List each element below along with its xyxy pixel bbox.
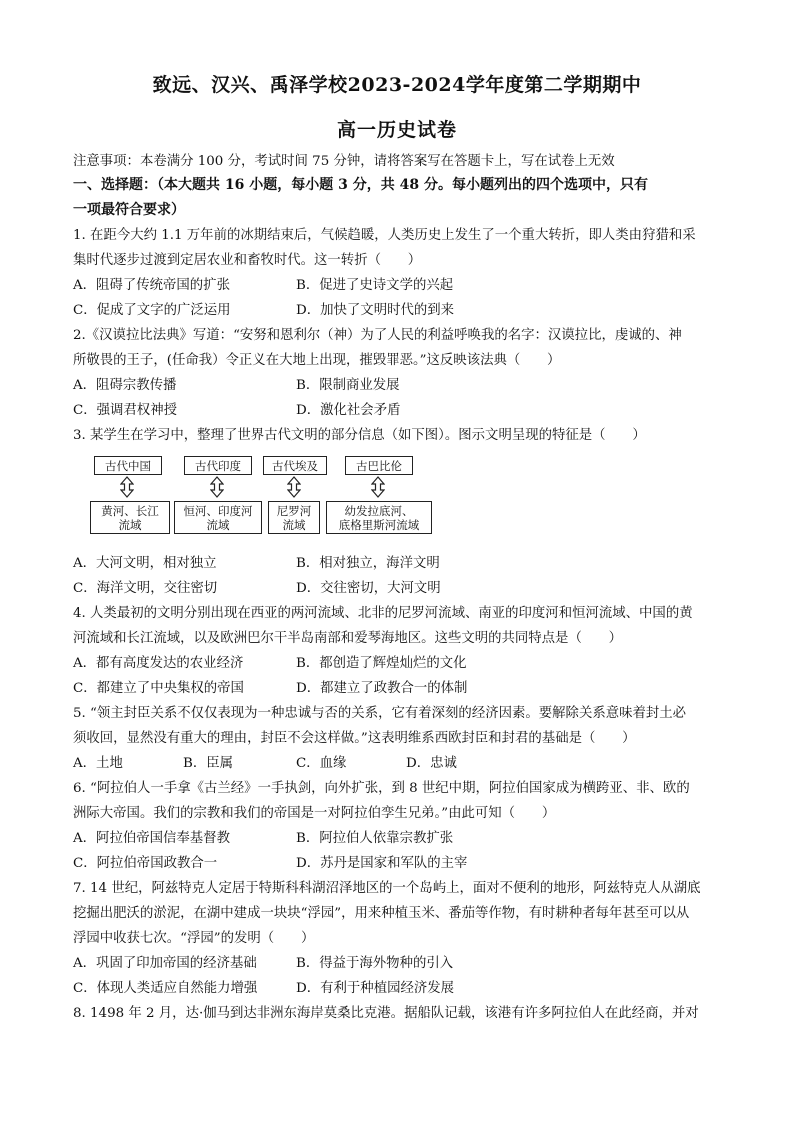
diagram-bottom-box-3: 尼罗河 流域 — [268, 501, 320, 534]
q6-option-a[interactable]: A．阿拉伯帝国信奉基督教 — [73, 831, 230, 846]
q5-option-a[interactable]: A．土地 — [73, 756, 123, 771]
q7-option-c[interactable]: C．体现人类适应自然能力增强 — [73, 981, 258, 996]
q1-option-a[interactable]: A．阻碍了传统帝国的扩张 — [73, 278, 230, 293]
question-6-line-1: 6. “阿拉伯人一手拿《古兰经》一手执剑，向外扩张，到 8 世纪中期，阿拉伯国家成为横跨亚、非、欧的 — [73, 781, 690, 796]
question-7-line-1: 7. 14 世纪，阿兹特克人定居于特斯科科湖沼泽地区的一个岛屿上，面对不便利的地形，阿兹特克人从湖底 — [73, 881, 701, 896]
diagram-top-box-2: 古代印度 — [184, 456, 252, 475]
q6-option-c[interactable]: C．阿拉伯帝国政教合一 — [73, 856, 218, 871]
q2-option-d[interactable]: D．激化社会矛盾 — [296, 403, 401, 418]
q2-option-c[interactable]: C．强调君权神授 — [73, 403, 177, 418]
q4-option-b[interactable]: B．都创造了辉煌灿烂的文化 — [296, 656, 467, 671]
question-3-line-1: 3. 某学生在学习中，整理了世界古代文明的部分信息（如下图）。图示文明呈现的特征是（ ） — [73, 428, 646, 443]
question-1-line-2: 集时代逐步过渡到定居农业和畜牧时代。这一转折（ ） — [73, 253, 422, 268]
question-1-line-1: 1. 在距今大约 1.1 万年前的冰期结束后，气候趋暖，人类历史上发生了一个重大转折，即人类由狩猎和采 — [73, 228, 696, 243]
question-8-line-1: 8. 1498 年 2 月，达·伽马到达非洲东海岸莫桑比克港。据船队记载，该港有许多阿拉伯人在此经商，并对 — [73, 1006, 699, 1021]
diagram-bottom-box-2: 恒河、印度河 流域 — [174, 501, 262, 534]
double-arrow-icon — [210, 476, 224, 498]
section-heading-line1: 一、选择题：（本大题共 16 小题，每小题 3 分，共 48 分。每小题列出的四个选项中，只有 — [73, 177, 648, 193]
question-2-line-2: 所敬畏的王子，(任命我）令正义在大地上出现，摧毁罪恶。”这反映该法典（ ） — [73, 353, 561, 368]
q6-option-d[interactable]: D．苏丹是国家和军队的主宰 — [296, 856, 468, 871]
q7-option-b[interactable]: B．得益于海外物种的引入 — [296, 956, 454, 971]
q3-option-a[interactable]: A．大河文明，相对独立 — [73, 556, 217, 571]
notice: 注意事项：本卷满分 100 分，考试时间 75 分钟，请将答案写在答题卡上，写在试卷上无效 — [73, 154, 615, 169]
q7-option-a[interactable]: A．巩固了印加帝国的经济基础 — [73, 956, 257, 971]
diagram-top-box-3: 古代埃及 — [263, 456, 327, 475]
question-5-line-2: 须收回，显然没有重大的理由，封臣不会这样做。”这表明维系西欧封臣和封君的基础是（ ） — [73, 731, 636, 746]
q6-option-b[interactable]: B．阿拉伯人依靠宗教扩张 — [296, 831, 454, 846]
question-4-line-2: 河流域和长江流域，以及欧洲巴尔干半岛南部和爱琴海地区。这些文明的共同特点是（ ） — [73, 631, 623, 646]
q4-option-a[interactable]: A．都有高度发达的农业经济 — [73, 656, 244, 671]
question-5-line-1: 5. “领主封臣关系不仅仅表现为一种忠诚与否的关系，它有着深刻的经济因素。要解除关系意味着封土必 — [73, 706, 687, 721]
diagram-bottom-box-1: 黄河、长江 流域 — [90, 501, 170, 534]
q4-option-d[interactable]: D．都建立了政教合一的体制 — [296, 681, 468, 696]
q1-option-b[interactable]: B．促进了史诗文学的兴起 — [296, 278, 454, 293]
q1-option-c[interactable]: C．促成了文字的广泛运用 — [73, 303, 231, 318]
exam-title: 高一历史试卷 — [336, 119, 457, 141]
q2-option-a[interactable]: A．阻碍宗教传播 — [73, 378, 177, 393]
question-7-line-3: 浮园中收获七次。“浮园”的发明（ ） — [73, 931, 315, 946]
q3-option-b[interactable]: B．相对独立，海洋文明 — [296, 556, 440, 571]
q3-option-c[interactable]: C．海洋文明，交往密切 — [73, 581, 218, 596]
double-arrow-icon — [371, 476, 385, 498]
question-7-line-2: 挖掘出肥沃的淤泥，在湖中建成一块块“浮园”，用来种植玉米、番茄等作物，有时耕种者每年甚至可以从 — [73, 906, 690, 921]
q4-option-c[interactable]: C．都建立了中央集权的帝国 — [73, 681, 244, 696]
q5-option-d[interactable]: D．忠诚 — [406, 756, 457, 771]
civilization-diagram — [86, 453, 436, 538]
q7-option-d[interactable]: D．有利于种植园经济发展 — [296, 981, 455, 996]
question-4-line-1: 4. 人类最初的文明分别出现在西亚的两河流域、北非的尼罗河流域、南亚的印度河和恒河流域、中国的黄 — [73, 606, 693, 621]
diagram-top-box-1: 古代中国 — [94, 456, 162, 475]
double-arrow-icon — [120, 476, 134, 498]
q1-option-d[interactable]: D．加快了文明时代的到来 — [296, 303, 455, 318]
diagram-top-box-4: 古巴比伦 — [345, 456, 413, 475]
q5-option-b[interactable]: B．臣属 — [183, 756, 234, 771]
double-arrow-icon — [287, 476, 301, 498]
question-2-line-1: 2.《汉谟拉比法典》写道：“安努和恩利尔（神）为了人民的利益呼唤我的名字：汉谟拉比，虔诚的、神 — [73, 328, 682, 343]
q3-option-d[interactable]: D．交往密切，大河文明 — [296, 581, 441, 596]
diagram-bottom-box-4: 幼发拉底河、 底格里斯河流域 — [326, 501, 432, 534]
question-6-line-2: 洲际大帝国。我们的宗教和我们的帝国是一对阿拉伯孪生兄弟。”由此可知（ ） — [73, 806, 556, 821]
school-title: 致远、汉兴、禹泽学校2023-2024学年度第二学期期中 — [152, 74, 642, 96]
q5-option-c[interactable]: C．血缘 — [296, 756, 347, 771]
section-heading-line2: 一项最符合要求） — [73, 202, 185, 218]
q2-option-b[interactable]: B．限制商业发展 — [296, 378, 400, 393]
